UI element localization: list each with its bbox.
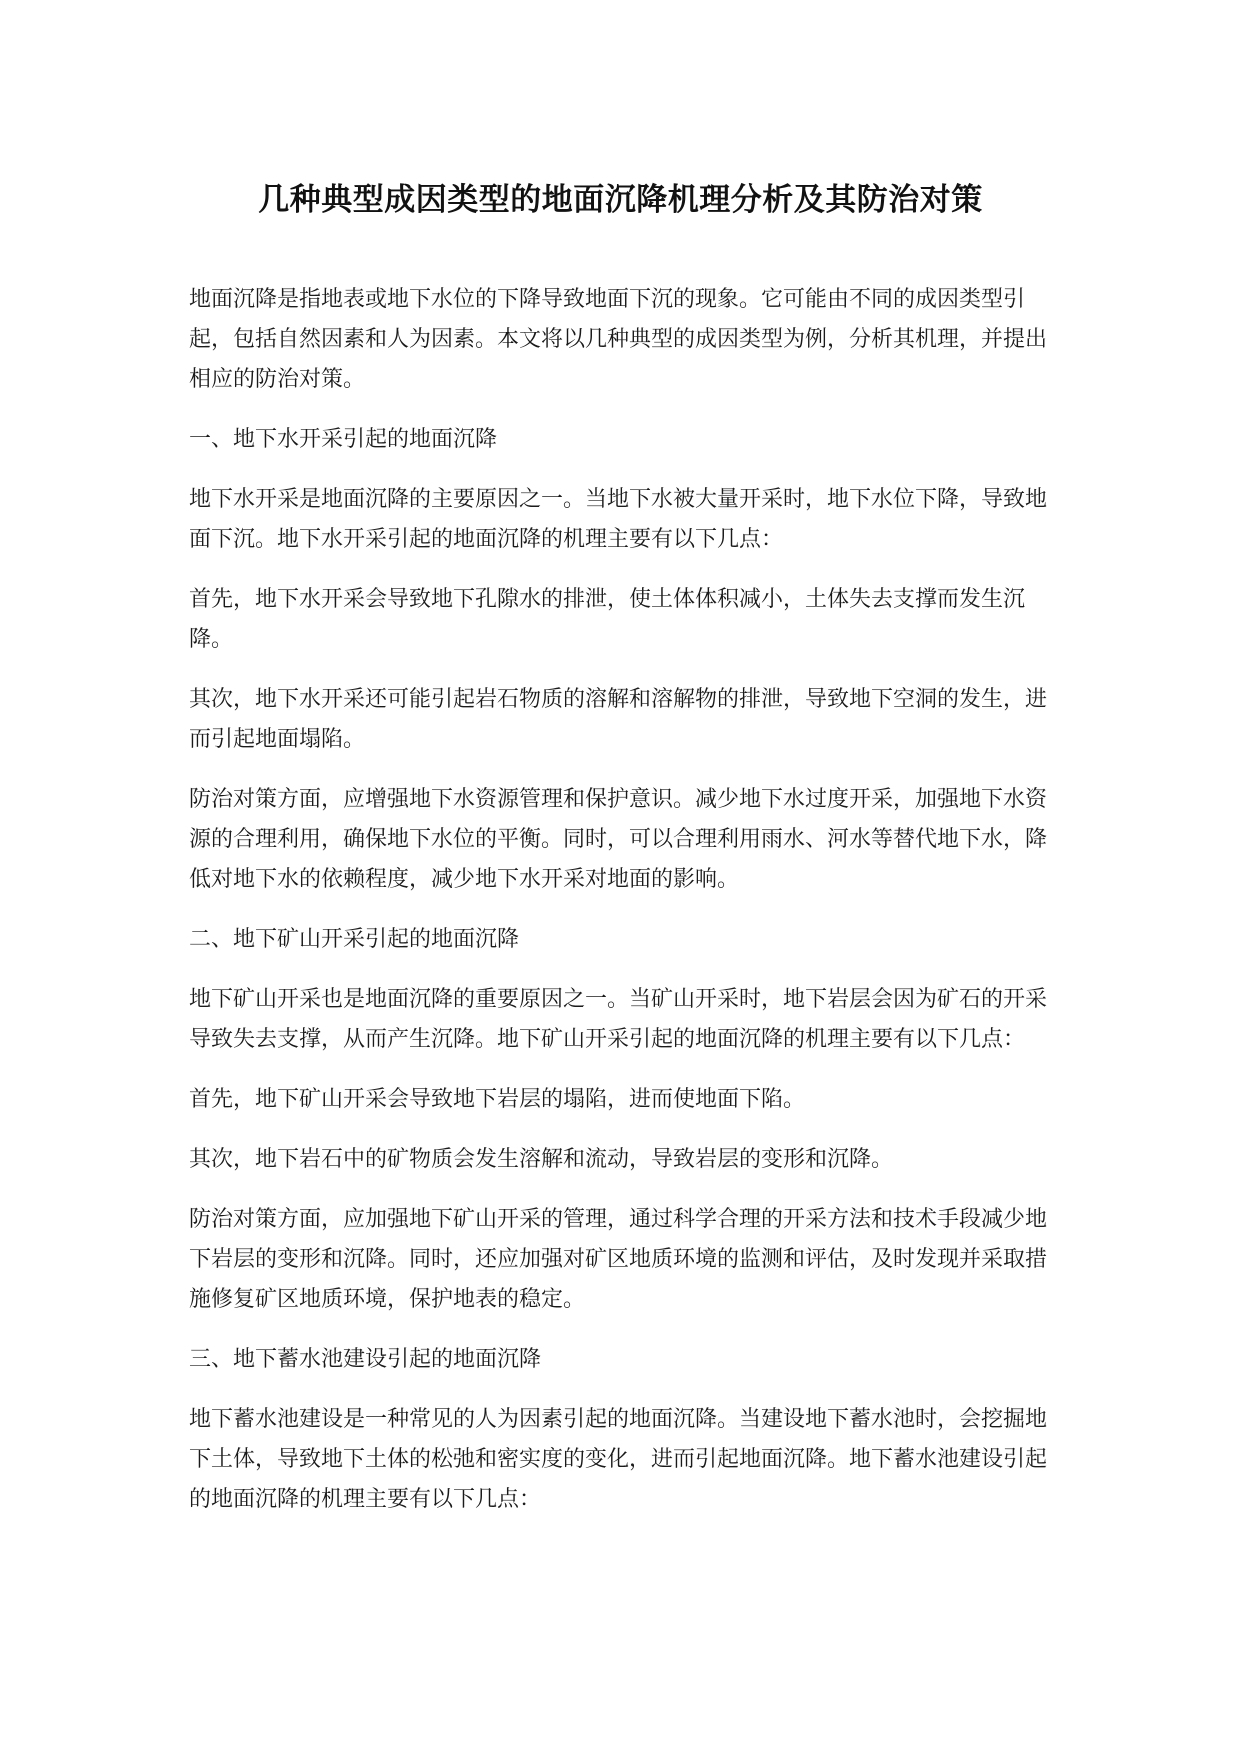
- section-2-paragraph-3: 其次，地下岩石中的矿物质会发生溶解和流动，导致岩层的变形和沉降。: [189, 1147, 894, 1172]
- section-1-paragraph-1: 地下水开采是地面沉降的主要原因之一。当地下水被大量开采时，地下水位下降，导致地面下沉。地下水开采引起的地面沉降的机理主要有以下几点：: [189, 487, 1048, 552]
- section-2-countermeasures: 防治对策方面，应加强地下矿山开采的管理，通过科学合理的开采方法和技术手段减少地下岩层的变形和沉降。同时，还应加强对矿区地质环境的监测和评估，及时发现并采取措施修复矿区地质环境，保护地表的稳定。: [189, 1207, 1048, 1312]
- section-heading-3: 三、地下蓄水池建设引起的地面沉降: [189, 1347, 542, 1372]
- section-1-paragraph-3: 其次，地下水开采还可能引起岩石物质的溶解和溶解物的排泄，导致地下空洞的发生，进而引起地面塌陷。: [189, 687, 1048, 752]
- section-1-paragraph-2: 首先，地下水开采会导致地下孔隙水的排泄，使土体体积减小，土体失去支撑而发生沉降。: [189, 587, 1026, 652]
- document-body: [189, 280, 1059, 1540]
- intro-paragraph: 地面沉降是指地表或地下水位的下降导致地面下沉的现象。它可能由不同的成因类型引起，包括自然因素和人为因素。本文将以几种典型的成因类型为例，分析其机理，并提出相应的防治对策。: [189, 287, 1048, 392]
- section-heading-2: 二、地下矿山开采引起的地面沉降: [189, 927, 520, 952]
- document-title: 几种典型成因类型的地面沉降机理分析及其防治对策: [258, 182, 983, 218]
- section-1-countermeasures: 防治对策方面，应增强地下水资源管理和保护意识。减少地下水过度开采，加强地下水资源的合理利用，确保地下水位的平衡。同时，可以合理利用雨水、河水等替代地下水，降低对地下水的依赖程度，减少地下水开采对地面的影响。: [189, 787, 1048, 892]
- section-2-paragraph-2: 首先，地下矿山开采会导致地下岩层的塌陷，进而使地面下陷。: [189, 1087, 806, 1112]
- section-2-paragraph-1: 地下矿山开采也是地面沉降的重要原因之一。当矿山开采时，地下岩层会因为矿石的开采导致失去支撑，从而产生沉降。地下矿山开采引起的地面沉降的机理主要有以下几点：: [189, 987, 1048, 1052]
- section-3-paragraph-1: 地下蓄水池建设是一种常见的人为因素引起的地面沉降。当建设地下蓄水池时，会挖掘地下土体，导致地下土体的松弛和密实度的变化，进而引起地面沉降。地下蓄水池建设引起的地面沉降的机理主要有以下几点：: [189, 1407, 1048, 1512]
- section-heading-1: 一、地下水开采引起的地面沉降: [189, 427, 498, 452]
